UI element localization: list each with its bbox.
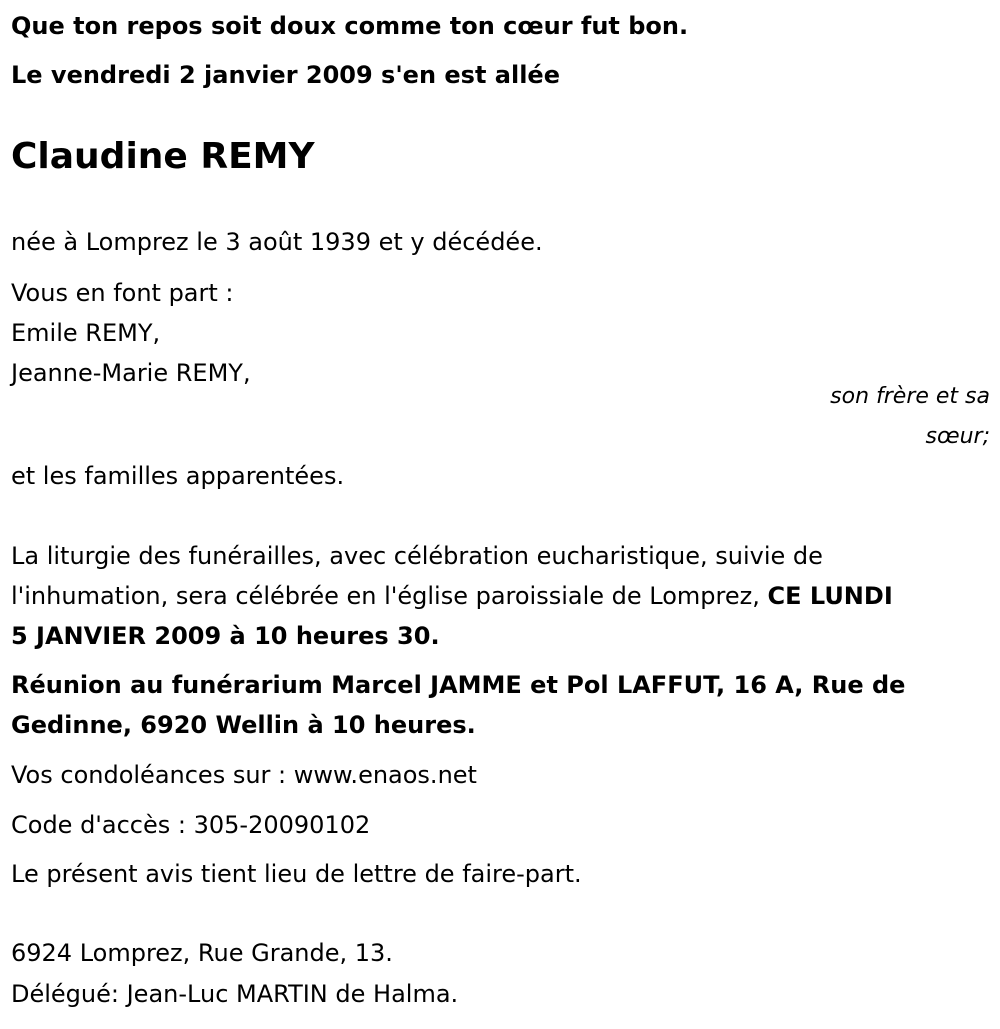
address: 6924 Lomprez, Rue Grande, 13. (11, 939, 393, 967)
delegate-info: Délégué: Jean-Luc MARTIN de Halma. (11, 980, 459, 1008)
relation-label-continued: sœur; (925, 424, 990, 449)
related-families: et les familles apparentées. (11, 462, 345, 490)
family-member: Emile REMY, (11, 319, 161, 347)
family-member: Jeanne-Marie REMY, (11, 359, 251, 387)
liturgy-datetime: 5 JANVIER 2009 à 10 heures 30. (11, 622, 440, 650)
epigraph: Que ton repos soit doux comme ton cœur fut bon. (11, 12, 689, 40)
deceased-name: Claudine REMY (11, 136, 315, 177)
notice-statement: Le présent avis tient lieu de lettre de faire-part. (11, 860, 582, 888)
family-intro: Vous en font part : (11, 279, 234, 307)
access-code: Code d'accès : 305-20090102 (11, 811, 371, 839)
birth-death-info: née à Lomprez le 3 août 1939 et y décédée. (11, 228, 543, 256)
liturgy-text: La liturgie des funérailles, avec célébration eucharistique, suivie de (11, 542, 823, 570)
liturgy-location: l'inhumation, sera célébrée en l'église paroissiale de Lomprez, (11, 582, 768, 610)
announcement: Le vendredi 2 janvier 2009 s'en est allée (11, 61, 560, 89)
relation-label: son frère et sa (830, 384, 990, 409)
liturgy-day: CE LUNDI (767, 582, 893, 610)
condolences-info: Vos condoléances sur : www.enaos.net (11, 761, 477, 789)
reunion-info: Réunion au funérarium Marcel JAMME et Pol LAFFUT, 16 A, Rue de (11, 671, 906, 699)
liturgy-text-continued (11, 576, 893, 616)
reunion-info-continued: Gedinne, 6920 Wellin à 10 heures. (11, 711, 476, 739)
